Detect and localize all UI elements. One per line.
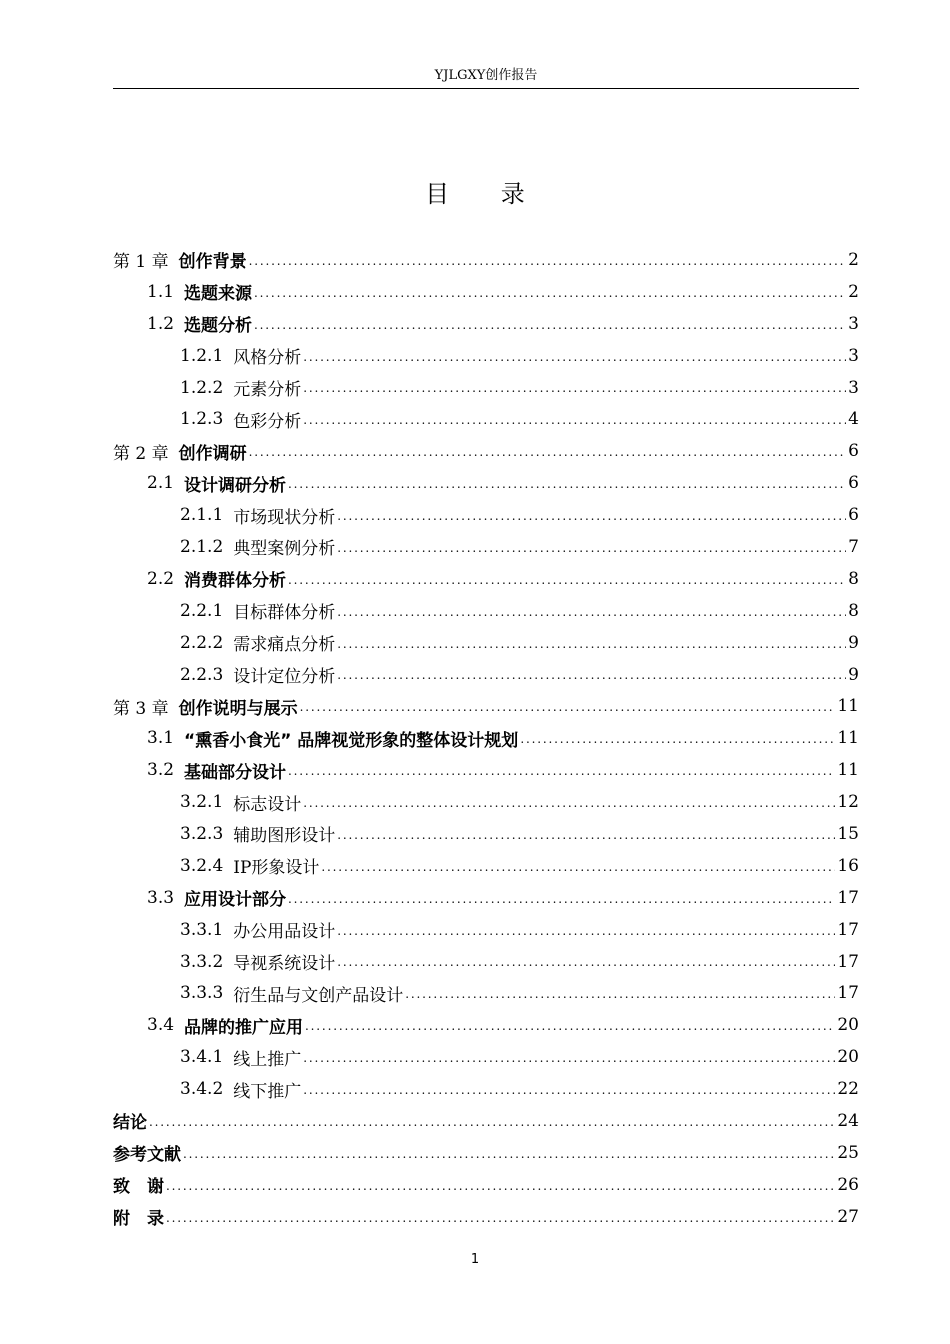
toc-leader-dots [183, 1147, 835, 1169]
toc-entry-number: 1.2.3 [180, 409, 224, 430]
toc-entry-title: 选题来源 [184, 284, 253, 305]
toc-entry[interactable] [113, 467, 859, 499]
toc-entry[interactable] [113, 1105, 859, 1137]
toc-entry-number: 2.2.1 [180, 600, 224, 621]
toc-entry-title: 设计调研分析 [184, 475, 287, 496]
toc-entry-number: 3.3.2 [180, 951, 224, 972]
toc-entry-number: 1.2.2 [180, 377, 224, 398]
toc-entry-number: 2.2.3 [180, 664, 224, 685]
toc-leader-dots [249, 254, 847, 276]
toc-entry[interactable] [113, 595, 859, 627]
toc-entry-title: 参考文献 [113, 1145, 181, 1166]
toc-leader-dots [288, 477, 846, 499]
toc-entry-title: 创作说明与展示 [178, 698, 298, 719]
toc-entry[interactable] [113, 276, 859, 308]
toc-entry-title: 需求痛点分析 [233, 635, 336, 656]
toc-leader-dots [288, 892, 835, 914]
toc-entry[interactable] [113, 850, 859, 882]
toc-leader-dots [337, 541, 846, 563]
toc-entry-title: 线下推广 [233, 1081, 302, 1102]
toc-entry-page: 12 [837, 792, 859, 813]
toc-entry-page: 9 [848, 664, 859, 685]
toc-entry-page: 16 [837, 855, 859, 876]
toc-entry-number: 1.2.1 [180, 345, 224, 366]
toc-entry-page: 26 [837, 1174, 859, 1195]
toc-entry-page: 4 [848, 409, 859, 430]
toc-entry-page: 3 [848, 345, 859, 366]
toc-entry-number: 1.1 [147, 281, 175, 302]
toc-leader-dots [337, 509, 846, 531]
toc-entry[interactable] [113, 403, 859, 435]
toc-entry-page: 8 [848, 568, 859, 589]
toc-entry-number: 第 1 章 [113, 252, 169, 273]
toc-leader-dots [321, 860, 835, 882]
toc-leader-dots [337, 955, 835, 977]
toc-entry-title: 导视系统设计 [233, 954, 336, 975]
toc-entry-number: 2.1.1 [180, 505, 224, 526]
toc-entry-title: 基础部分设计 [184, 762, 287, 783]
toc-entry-page: 11 [837, 728, 859, 749]
toc-entry-page: 2 [848, 281, 859, 302]
toc-entry-number: 2.1.2 [180, 536, 224, 557]
toc-entry[interactable] [113, 531, 859, 563]
toc-leader-dots [405, 987, 835, 1009]
toc-entry[interactable] [113, 244, 859, 276]
toc-entry-title: 线上推广 [233, 1049, 302, 1070]
toc-entry[interactable] [113, 499, 859, 531]
toc-entry-page: 8 [848, 600, 859, 621]
toc-leader-dots [149, 1115, 835, 1137]
toc-entry-page: 2 [848, 249, 859, 270]
toc-entry-page: 3 [848, 377, 859, 398]
toc-entry-title: IP形象设计 [233, 858, 320, 879]
toc-entry-page: 7 [848, 536, 859, 557]
toc-entry-number: 2.1 [147, 473, 175, 494]
toc-entry[interactable] [113, 914, 859, 946]
toc-leader-dots [303, 1051, 835, 1073]
toc-entry-title: 风格分析 [233, 348, 302, 369]
toc-entry-page: 17 [837, 919, 859, 940]
toc-entry-number: 3.3.1 [180, 919, 224, 940]
toc-entry-title: 选题分析 [184, 316, 253, 337]
toc-entry-page: 11 [837, 696, 859, 717]
toc-entry-title: 附 录 [113, 1209, 164, 1230]
toc-entry-number: 1.2 [147, 313, 175, 334]
toc-entry[interactable] [113, 754, 859, 786]
toc-entry-number: 3.2.3 [180, 823, 224, 844]
toc-entry[interactable] [113, 627, 859, 659]
toc-entry[interactable] [113, 659, 859, 691]
toc-entry[interactable] [113, 1169, 859, 1201]
toc-leader-dots [337, 668, 846, 690]
toc-entry-page: 20 [837, 1015, 859, 1036]
toc-entry-page: 15 [837, 823, 859, 844]
toc-entry-title: “熏香小食光” 品牌视觉形象的整体设计规划 [184, 730, 519, 751]
toc-entry[interactable] [113, 372, 859, 404]
toc-entry[interactable] [113, 435, 859, 467]
toc-entry-title: 目标群体分析 [233, 603, 336, 624]
toc-entry-page: 20 [837, 1047, 859, 1068]
toc-entry[interactable] [113, 946, 859, 978]
toc-leader-dots [288, 573, 846, 595]
toc-leader-dots [303, 350, 846, 372]
toc-entry-title: 设计定位分析 [233, 667, 336, 688]
toc-entry-title: 辅助图形设计 [233, 826, 336, 847]
toc-entry[interactable] [113, 1009, 859, 1041]
toc-leader-dots [337, 828, 835, 850]
toc-entry-title: 致 谢 [113, 1177, 164, 1198]
toc-leader-dots [337, 637, 846, 659]
toc-entry-title: 色彩分析 [233, 411, 302, 432]
toc-entry-number: 2.2 [147, 568, 175, 589]
toc-leader-dots [337, 924, 835, 946]
running-header: YJLGXY创作报告 [113, 64, 859, 89]
toc-entry-page: 6 [848, 505, 859, 526]
toc-entry-title: 品牌的推广应用 [184, 1017, 304, 1038]
toc-entry[interactable] [113, 818, 859, 850]
toc-entry-title: 消费群体分析 [184, 571, 287, 592]
toc-title: 目 录 [425, 180, 547, 208]
toc-entry[interactable] [113, 308, 859, 340]
page-number: 1 [470, 1252, 480, 1267]
toc-entry-page: 27 [837, 1206, 859, 1227]
toc-entry[interactable] [113, 977, 859, 1009]
toc-entry-page: 17 [837, 951, 859, 972]
toc-entry[interactable] [113, 786, 859, 818]
toc-entry-number: 3.3.3 [180, 983, 224, 1004]
table-of-contents [113, 244, 859, 1233]
toc-entry[interactable] [113, 1073, 859, 1105]
toc-leader-dots [303, 796, 835, 818]
toc-entry-page: 3 [848, 313, 859, 334]
toc-entry-number: 3.2.4 [180, 855, 224, 876]
toc-leader-dots [254, 286, 846, 308]
toc-entry-title: 衍生品与文创产品设计 [233, 985, 404, 1006]
toc-entry[interactable] [113, 1201, 859, 1233]
toc-entry-page: 6 [848, 441, 859, 462]
toc-entry-page: 24 [837, 1110, 859, 1131]
toc-entry[interactable] [113, 1137, 859, 1169]
toc-entry-number: 第 3 章 [113, 698, 169, 719]
toc-entry-page: 11 [837, 760, 859, 781]
toc-entry-page: 17 [837, 983, 859, 1004]
toc-leader-dots [254, 318, 846, 340]
toc-entry-number: 2.2.2 [180, 632, 224, 653]
toc-entry[interactable] [113, 690, 859, 722]
toc-leader-dots [166, 1211, 835, 1233]
toc-entry-title: 应用设计部分 [184, 890, 287, 911]
toc-entry-number: 3.1 [147, 728, 175, 749]
toc-entry-page: 9 [848, 632, 859, 653]
toc-entry-number: 3.2.1 [180, 792, 224, 813]
toc-leader-dots [166, 1179, 835, 1201]
toc-entry-title: 元素分析 [233, 380, 302, 400]
toc-entry-title: 办公用品设计 [233, 922, 336, 943]
toc-entry-page: 22 [837, 1079, 859, 1100]
toc-entry-title: 典型案例分析 [233, 539, 336, 560]
toc-entry[interactable] [113, 563, 859, 595]
toc-leader-dots [300, 700, 836, 722]
toc-entry-page: 6 [848, 473, 859, 494]
toc-entry-number: 3.4 [147, 1015, 175, 1036]
toc-entry-number: 3.4.2 [180, 1079, 224, 1100]
toc-entry-title: 创作调研 [178, 443, 247, 464]
toc-leader-dots [288, 764, 835, 786]
toc-entry-page: 17 [837, 887, 859, 908]
toc-leader-dots [303, 381, 846, 403]
toc-leader-dots [249, 445, 847, 467]
toc-entry-title: 市场现状分析 [233, 507, 336, 528]
toc-entry-number: 第 2 章 [113, 443, 169, 464]
toc-entry[interactable] [113, 340, 859, 372]
toc-entry-number: 3.2 [147, 760, 175, 781]
toc-leader-dots [305, 1019, 835, 1041]
toc-entry-title: 结论 [113, 1113, 147, 1134]
toc-entry-title: 标志设计 [233, 794, 302, 815]
toc-entry[interactable] [113, 1041, 859, 1073]
toc-leader-dots [337, 605, 846, 627]
toc-leader-dots [520, 732, 835, 754]
toc-leader-dots [303, 1083, 835, 1105]
toc-entry-page: 25 [837, 1142, 859, 1163]
toc-leader-dots [303, 413, 846, 435]
toc-entry-number: 3.3 [147, 887, 175, 908]
toc-entry[interactable] [113, 882, 859, 914]
toc-entry[interactable] [113, 722, 859, 754]
toc-entry-number: 3.4.1 [180, 1047, 224, 1068]
toc-entry-title: 创作背景 [178, 252, 247, 273]
